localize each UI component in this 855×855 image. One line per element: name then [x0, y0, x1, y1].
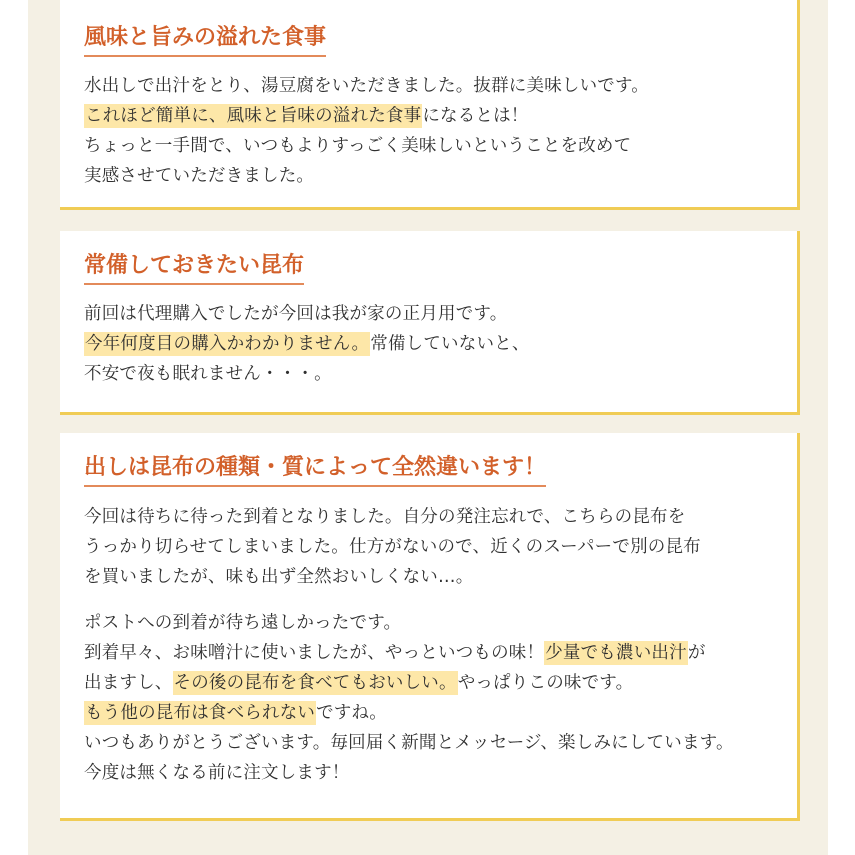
review-text: が — [687, 643, 706, 663]
review-line — [84, 359, 789, 389]
review-line — [84, 71, 789, 101]
highlighted-text: これほど簡単に、風味と旨味の溢れた食事 — [85, 106, 422, 126]
review-line — [84, 638, 789, 668]
highlighted-text: 今年何度目の購入かわかりません。 — [85, 334, 370, 354]
review-line — [84, 161, 789, 191]
review-line — [84, 608, 789, 638]
review-line — [84, 101, 789, 131]
review-text: 到着早々、お味噌汁に使いましたが、やっといつもの味！ — [84, 643, 545, 663]
review-line — [84, 299, 789, 329]
review-text: うっかり切らせてしまいました。仕方がないので、近くのスーパーで別の昆布 — [84, 537, 701, 557]
review-text: 水出しで出汁をとり、湯豆腐をいただきました。抜群に美味しいです。 — [84, 76, 649, 96]
review-line — [84, 698, 789, 728]
review-text: ちょっと一手間で、いつもよりすっごく美味しいということを改めて — [84, 136, 632, 156]
review-text: を買いましたが、味も出ず全然おいしくない…。 — [84, 567, 474, 587]
review-title: 常備しておきたい昆布 — [84, 252, 304, 285]
review-title: 出しは昆布の種類・質によって全然違います！ — [84, 454, 546, 487]
review-text: ですね。 — [316, 703, 387, 723]
review-text: いつもありがとうございます。毎回届く新聞とメッセージ、楽しみにしています。 — [84, 733, 734, 753]
review-line — [84, 329, 789, 359]
review-line — [84, 532, 789, 562]
review-text: 実感させていただきました。 — [84, 166, 315, 186]
review-title: 風味と旨みの溢れた食事 — [84, 24, 326, 57]
review-line — [84, 758, 789, 788]
review-line — [84, 131, 789, 161]
review-text: 今度は無くなる前に注文します！ — [84, 763, 350, 783]
review-text: ポストへの到着が待ち遠しかったです。 — [84, 613, 402, 633]
paragraph-gap — [84, 592, 789, 608]
review-card-2 — [60, 231, 800, 415]
review-line — [84, 668, 789, 698]
highlighted-text: その後の昆布を食べてもおいしい。 — [173, 673, 457, 693]
review-text: 出ますし、 — [84, 673, 173, 693]
review-body — [84, 71, 789, 191]
review-line — [84, 502, 789, 532]
review-line — [84, 562, 789, 592]
review-text: 常備していないと、 — [370, 334, 530, 354]
highlighted-text: 少量でも濃い出汁 — [545, 643, 687, 663]
review-body — [84, 299, 789, 389]
review-line — [84, 728, 789, 758]
highlighted-text: もう他の昆布は食べられない — [85, 703, 316, 723]
review-card-1 — [60, 0, 800, 210]
review-text: 前回は代理購入でしたが今回は我が家の正月用です。 — [84, 304, 508, 324]
review-text: 今回は待ちに待った到着となりました。自分の発注忘れで、こちらの昆布を — [84, 507, 686, 527]
review-text: やっぱりこの味です。 — [457, 673, 634, 693]
review-body — [84, 502, 789, 788]
review-card-3 — [60, 433, 800, 821]
review-text: 不安で夜も眠れません・・・。 — [84, 364, 332, 384]
review-text: になるとは！ — [422, 106, 529, 126]
